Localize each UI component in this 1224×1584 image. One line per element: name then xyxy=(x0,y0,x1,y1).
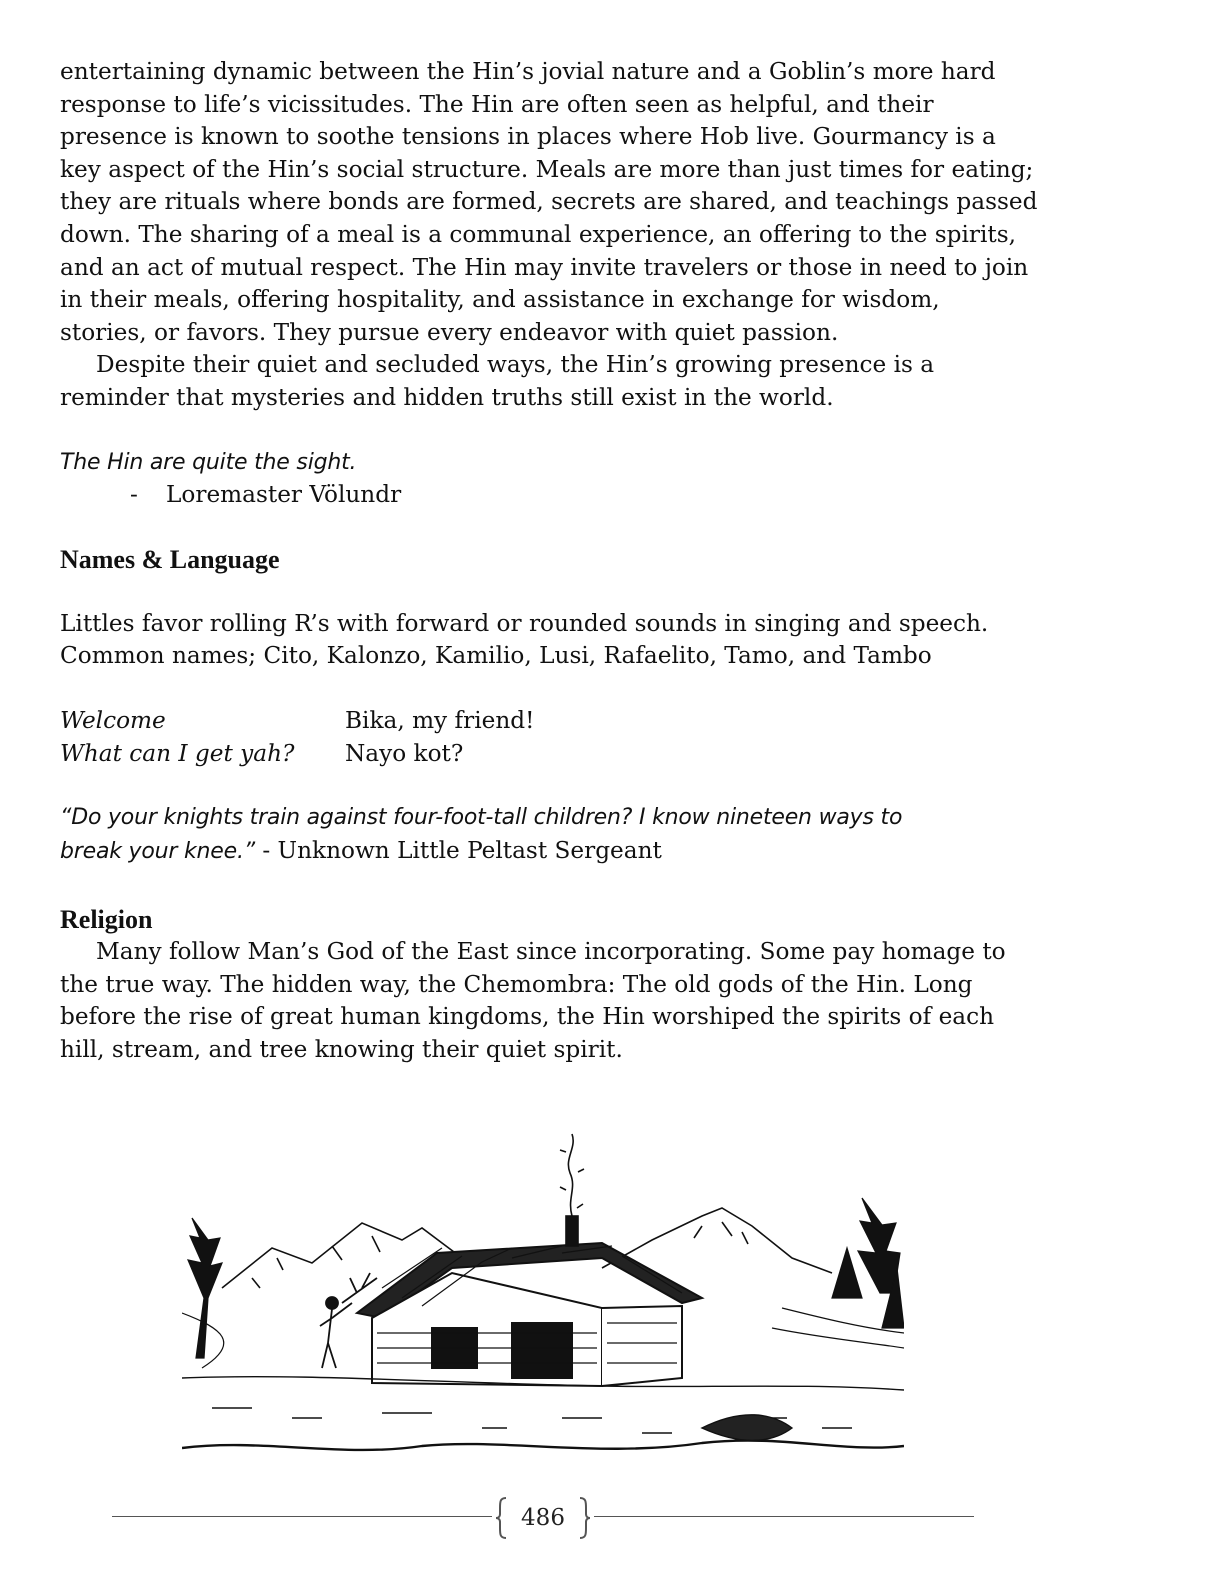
footer-rule xyxy=(112,1516,492,1517)
quote-attribution-line xyxy=(60,479,1060,512)
text-line: before the rise of great human kingdoms, the Hin worshiped the spirits of each xyxy=(60,1003,995,1031)
page-content xyxy=(60,56,1060,1067)
attribution-dash: - xyxy=(130,481,138,509)
quote-two xyxy=(60,802,1060,868)
text-line: Common names; Cito, Kalonzo, Kamilio, Lusi, Rafaelito, Tamo, and Tambo xyxy=(60,642,932,670)
phrase-table xyxy=(60,705,1060,770)
text-line: hill, stream, and tree knowing their quiet spirit. xyxy=(60,1036,623,1064)
text-line: and an act of mutual respect. The Hin may invite travelers or those in need to join xyxy=(60,253,1029,281)
figure xyxy=(320,1273,377,1368)
text-line: Littles favor rolling R’s with forward or rounded sounds in singing and speech. xyxy=(60,609,989,637)
ground xyxy=(182,1377,904,1450)
religion-paragraph xyxy=(60,936,1060,1066)
text-line: presence is known to soothe tensions in places where Hob live. Gourmancy is a xyxy=(60,123,996,151)
text-line: reminder that mysteries and hidden truths still exist in the world. xyxy=(60,383,834,411)
chimney-smoke xyxy=(560,1134,584,1246)
text-line: in their meals, offering hospitality, and assistance in exchange for wisdom, xyxy=(60,286,940,314)
second-paragraph xyxy=(60,349,1060,414)
quote-attribution: - Unknown Little Peltast Sergeant xyxy=(254,836,662,864)
quote-text: “Do your knights train against four-foot-tall children? I know nineteen ways to xyxy=(60,805,903,831)
right-brace-icon xyxy=(578,1496,592,1540)
text-line: response to life’s vicissitudes. The Hin are often seen as helpful, and their xyxy=(60,90,934,118)
cabin-illustration xyxy=(182,1128,904,1462)
quote-text: break your knee.” xyxy=(60,838,255,864)
names-heading: Names & Language xyxy=(60,544,280,574)
text-line: down. The sharing of a meal is a communal experience, an offering to the spirits, xyxy=(60,220,1016,248)
text-line: Despite their quiet and secluded ways, the Hin’s growing presence is a xyxy=(96,351,935,379)
quote-one xyxy=(60,447,1060,512)
page-number: 486 xyxy=(521,1505,565,1531)
text-line: stories, or favors. They pursue every endeavor with quiet passion. xyxy=(60,318,839,346)
quote-attribution: Loremaster Völundr xyxy=(166,481,402,509)
phrase-translation: Nayo kot? xyxy=(345,739,464,767)
phrase-english: Welcome xyxy=(60,706,166,734)
text-line: Many follow Man’s God of the East since incorporating. Some pay homage to xyxy=(96,938,1006,966)
text-line: entertaining dynamic between the Hin’s jovial nature and a Goblin’s more hard xyxy=(60,58,996,85)
text-line: they are rituals where bonds are formed, secrets are shared, and teachings passed xyxy=(60,188,1038,216)
page-footer xyxy=(112,1496,974,1540)
quote-line xyxy=(60,835,1060,869)
footer-rule xyxy=(594,1516,974,1517)
intro-paragraph xyxy=(60,56,1060,349)
phrase-translation: Bika, my friend! xyxy=(345,706,535,734)
phrase-english: What can I get yah? xyxy=(60,739,295,767)
cabin xyxy=(357,1243,702,1386)
text-line: key aspect of the Hin’s social structure. Meals are more than just times for eating; xyxy=(60,155,1034,183)
names-paragraph xyxy=(60,608,1060,673)
religion-heading: Religion xyxy=(60,905,153,935)
quote-text: The Hin are quite the sight. xyxy=(60,449,357,475)
text-line: the true way. The hidden way, the Chemombra: The old gods of the Hin. Long xyxy=(60,970,973,998)
